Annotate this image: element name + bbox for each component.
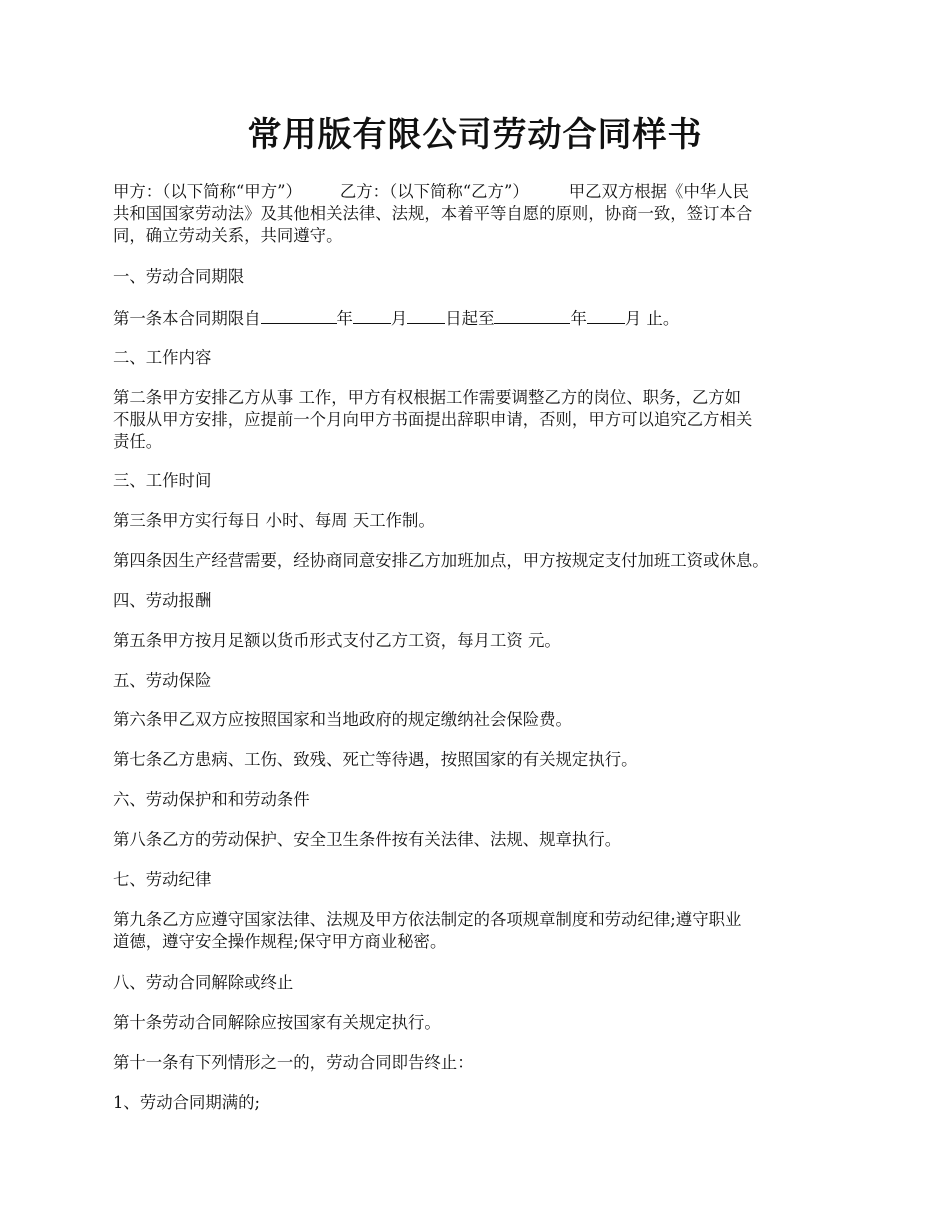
article-3: 第三条甲方实行每日 小时、每周 天工作制。 (113, 511, 435, 530)
party-a-label: 甲方：（以下简称“甲方”） (113, 182, 302, 201)
intro-line-2: 共和国国家劳动法》及其他相关法律、法规，本着平等自愿的原则，协商一致，签订本合 (113, 204, 753, 223)
section-heading-8: 八、劳动合同解除或终止 (113, 973, 294, 992)
article-7: 第七条乙方患病、工伤、致残、死亡等待遇，按照国家的有关规定执行。 (113, 750, 638, 769)
section-heading-5: 五、劳动保险 (113, 671, 212, 690)
article-11: 第十一条有下列情形之一的，劳动合同即告终止： (113, 1053, 474, 1072)
blank-start-day (407, 307, 445, 324)
document-title: 常用版有限公司劳动合同样书 (247, 115, 703, 155)
article-4: 第四条因生产经营需要，经协商同意安排乙方加班加点，甲方按规定支付加班工资或休息。 (113, 551, 769, 570)
article-8: 第八条乙方的劳动保护、安全卫生条件按有关法律、法规、规章执行。 (113, 830, 622, 849)
section-heading-1: 一、劳动合同期限 (113, 267, 245, 286)
section-heading-4: 四、劳动报酬 (113, 591, 212, 610)
section-heading-7: 七、劳动纪律 (113, 870, 212, 889)
intro-line-1-rest: 甲乙双方根据《中华人民 (568, 182, 750, 201)
section-heading-3: 三、工作时间 (113, 471, 212, 490)
blank-end-month (587, 307, 625, 324)
party-b-label: 乙方：（以下简称“乙方”） (339, 182, 529, 201)
article-1: 第一条本合同期限自 年 月 日起至 年 月 止。 (113, 309, 680, 328)
termination-item-1: 1、劳动合同期满的; (113, 1093, 261, 1112)
article-9: 第九条乙方应遵守国家法律、法规及甲方依法制定的各项规章制度和劳动纪律;遵守职业 道德，遵守安全操作规程;保守甲方商业秘密。 (113, 910, 742, 951)
blank-start-year (261, 307, 337, 324)
article-2: 第二条甲方安排乙方从事 工作，甲方有权根据工作需要调整乙方的岗位、职务，乙方如 不服从甲方安排，应提前一个月向甲方书面提出辞职申请，否则，甲方可以追究乙方相关 责任。 (113, 388, 753, 451)
intro-line-3: 同，确立劳动关系，共同遵守。 (113, 226, 343, 245)
article-10: 第十条劳动合同解除应按国家有关规定执行。 (113, 1013, 441, 1032)
section-heading-6: 六、劳动保护和和劳动条件 (113, 790, 310, 809)
section-heading-2: 二、工作内容 (113, 348, 212, 367)
article-5: 第五条甲方按月足额以货币形式支付乙方工资，每月工资 元。 (113, 631, 561, 650)
article-6: 第六条甲乙双方应按照国家和当地政府的规定缴纳社会保险费。 (113, 710, 572, 729)
blank-start-month (353, 307, 391, 324)
blank-end-year (494, 307, 570, 324)
intro-paragraph (113, 181, 845, 247)
intro-line-1 (113, 181, 845, 203)
